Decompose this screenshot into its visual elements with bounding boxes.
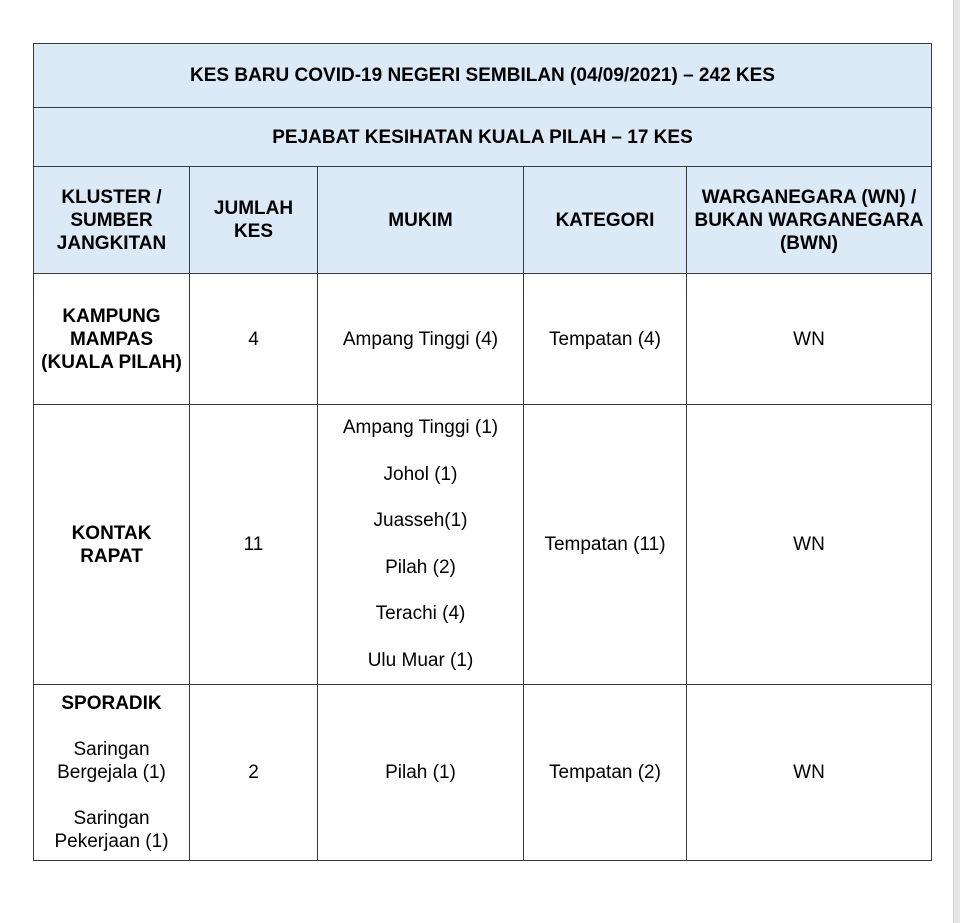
mukim-cell: Ampang Tinggi (4) [318,274,524,405]
citizenship-cell: WN [687,274,932,405]
column-header-row [34,167,932,274]
mukim-cell: Pilah (1) [318,685,524,861]
cluster-name: SPORADIK [61,693,162,714]
cluster-cell: KONTAK RAPAT [34,405,190,685]
mukim-cell [318,405,524,685]
mukim-item: Terachi (4) [375,603,466,624]
cluster-cell: KAMPUNG MAMPAS (KUALA PILAH) [34,274,190,405]
table-subtitle: PEJABAT KESIHATAN KUALA PILAH – 17 KES [34,108,932,167]
header-total: JUMLAH KES [190,167,318,274]
mukim-item: Johol (1) [383,463,458,485]
mukim-item: Ulu Muar (1) [367,649,474,671]
category-cell: Tempatan (4) [524,274,687,405]
table-row [34,405,932,685]
total-cell: 11 [190,405,318,685]
table-title: KES BARU COVID-19 NEGERI SEMBILAN (04/09/2021) – 242 KES [34,44,932,108]
page-edge [954,0,960,923]
total-cell: 4 [190,274,318,405]
covid-case-table [33,43,932,861]
category-cell: Tempatan (2) [524,685,687,861]
table-row [34,685,932,861]
header-category: KATEGORI [524,167,687,274]
header-mukim: MUKIM [318,167,524,274]
table-title-row [34,44,932,108]
table-subtitle-row [34,108,932,167]
category-cell: Tempatan (11) [524,405,687,685]
header-cluster: KLUSTER / SUMBER JANGKITAN [34,167,190,274]
cluster-detail: Saringan Pekerjaan (1) [54,808,169,852]
mukim-item: Pilah (2) [385,556,456,578]
cluster-cell [34,685,190,861]
total-cell: 2 [190,685,318,861]
citizenship-cell: WN [687,685,932,861]
citizenship-cell: WN [687,405,932,685]
header-citizenship: WARGANEGARA (WN) / BUKAN WARGANEGARA (BWN) [687,167,932,274]
cluster-detail: Saringan Bergejala (1) [57,739,166,783]
mukim-item: Juasseh(1) [373,510,468,531]
table-row [34,274,932,405]
mukim-item: Ampang Tinggi (1) [342,417,499,438]
